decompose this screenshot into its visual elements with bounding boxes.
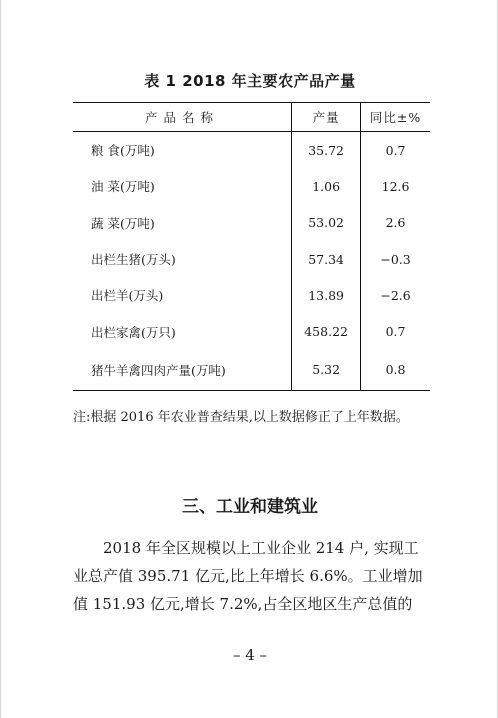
row-product-name: 猪牛羊禽四肉产量(万吨)	[73, 350, 292, 391]
table-row	[73, 241, 430, 277]
row-product-name: 出栏生猪(万头)	[91, 252, 176, 268]
table-row	[73, 350, 430, 391]
row-output: 57.34	[292, 241, 361, 277]
header-yoy: 同比±%	[361, 103, 430, 132]
row-product-name: 粮 食(万吨)	[91, 143, 155, 159]
agricultural-output-table	[73, 102, 430, 391]
header-product-name: 产品名称	[73, 103, 292, 132]
row-yoy: 0.8	[361, 350, 430, 391]
row-yoy: 0.7	[361, 132, 430, 169]
table-row	[73, 168, 430, 204]
paragraph-line: 2018 年全区规模以上工业企业 214 户, 实现工	[103, 539, 419, 557]
body-paragraph	[73, 534, 433, 618]
row-yoy: −2.6	[361, 277, 430, 313]
table-row	[73, 277, 430, 313]
row-output: 13.89	[292, 277, 361, 313]
table-row	[73, 132, 430, 169]
paragraph-line: 业总产值 395.71 亿元,比上年增长 6.6%。工业增加	[73, 567, 423, 585]
page-number: – 4 –	[232, 646, 268, 664]
table-row	[73, 313, 430, 349]
row-yoy: 0.7	[361, 313, 430, 349]
table-footnote: 注:根据 2016 年农业普查结果,以上数据修正了上年数据。	[73, 410, 409, 425]
row-yoy: 12.6	[361, 168, 430, 204]
header-output: 产量	[292, 103, 361, 132]
section-heading: 三、工业和建筑业	[182, 497, 318, 517]
row-yoy: −0.3	[361, 241, 430, 277]
row-product-name: 出栏家禽(万只)	[91, 324, 176, 340]
row-output: 35.72	[292, 132, 361, 169]
row-output: 5.32	[292, 350, 361, 391]
paragraph-line: 值 151.93 亿元,增长 7.2%,占全区地区生产总值的	[73, 595, 413, 613]
row-product-name: 出栏羊(万头)	[91, 288, 164, 304]
row-yoy: 2.6	[361, 205, 430, 241]
row-output: 53.02	[292, 205, 361, 241]
row-output: 1.06	[292, 168, 361, 204]
table-caption: 表 1 2018 年主要农产品产量	[144, 72, 356, 90]
table-row	[73, 205, 430, 241]
row-output: 458.22	[292, 313, 361, 349]
table-header-row	[73, 103, 430, 132]
row-product-name: 蔬 菜(万吨)	[91, 215, 155, 231]
row-product-name: 油 菜(万吨)	[91, 179, 155, 195]
